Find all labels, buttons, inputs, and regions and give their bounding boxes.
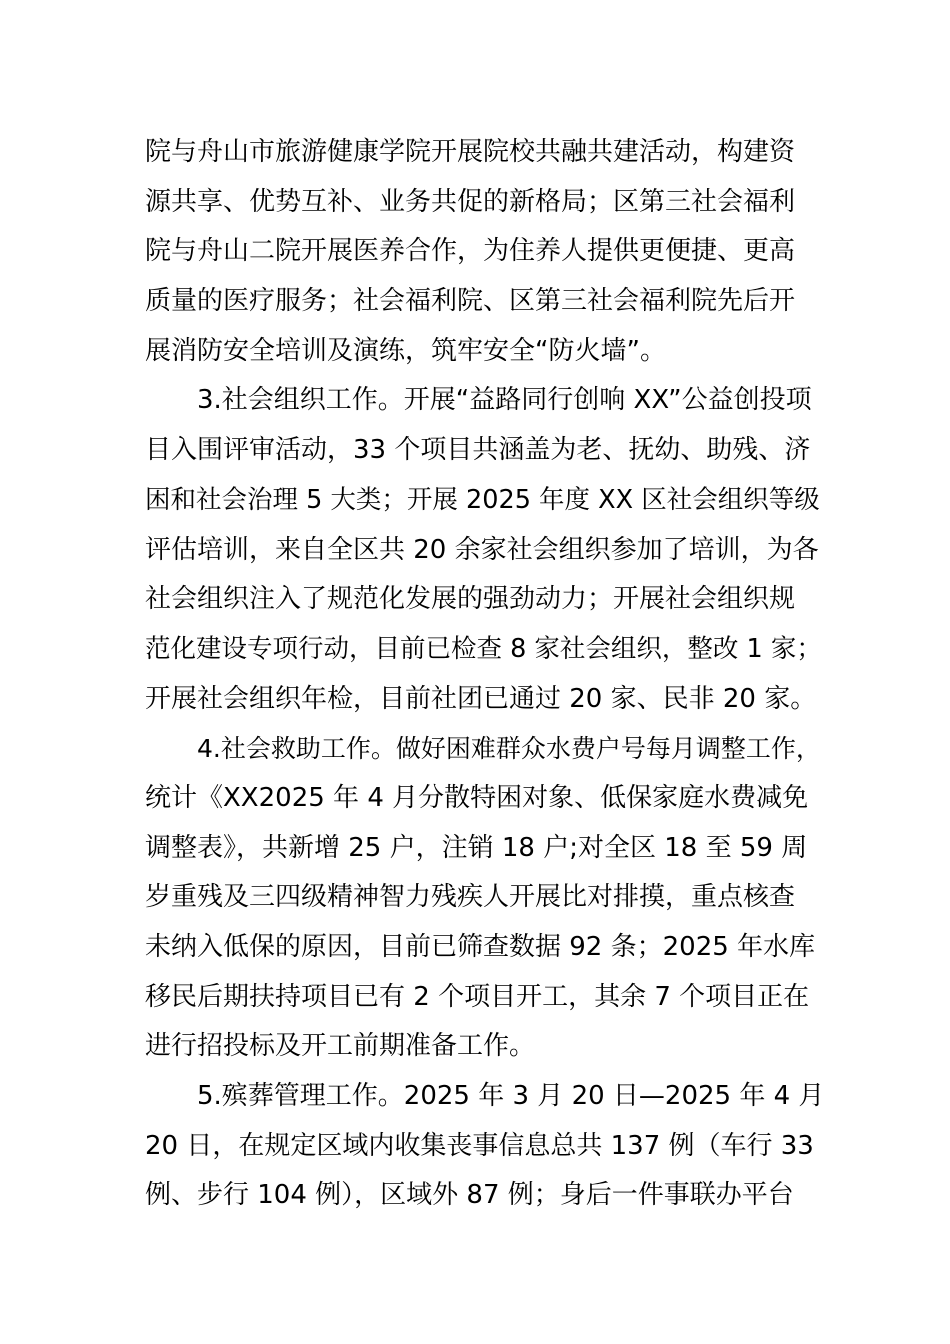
text-line: 社会组织注入了规范化发展的强劲动力；开展社会组织规	[145, 584, 796, 615]
text-line: 移民后期扶持项目已有 2 个项目开工，其余 7 个项目正在	[145, 981, 810, 1012]
text-line: 岁重残及三四级精神智力残疾人开展比对排摸，重点核查	[145, 882, 796, 913]
text-line: 开展社会组织年检，目前社团已通过 20 家、民非 20 家。	[145, 683, 817, 714]
text-line: 统计《XX2025 年 4 月分散特困对象、低保家庭水费减免	[145, 782, 809, 813]
paragraph-first-line: 4.社会救助工作。做好困难群众水费户号每月调整工作，	[197, 734, 821, 764]
paragraph-first-line: 3.社会组织工作。开展“益路同行创响 XX”公益创投项	[197, 385, 812, 416]
text-line: 未纳入低保的原因，目前已筛查数据 92 条；2025 年水库	[145, 932, 816, 962]
text-line: 院与舟山二院开展医养合作，为住养人提供更便捷、更高	[145, 236, 796, 267]
text-line: 进行招投标及开工前期准备工作。	[145, 1031, 536, 1062]
text-line: 困和社会治理 5 大类；开展 2025 年度 XX 区社会组织等级	[145, 484, 820, 515]
text-line: 展消防安全培训及演练，筑牢安全“防火墙”。	[145, 335, 666, 366]
text-line: 范化建设专项行动，目前已检查 8 家社会组织，整改 1 家；	[145, 633, 822, 664]
document-body	[145, 128, 825, 1221]
text-line: 质量的医疗服务；社会福利院、区第三社会福利院先后开	[145, 286, 796, 317]
text-line: 20 日，在规定区域内收集丧事信息总共 137 例（车行 33	[145, 1130, 814, 1161]
text-line: 评估培训，来自全区共 20 余家社会组织参加了培训，为各	[145, 534, 819, 565]
text-line: 调整表》，共新增 25 户，注销 18 户;对全区 18 至 59 周	[145, 832, 808, 863]
text-line: 目入围评审活动，33 个项目共涵盖为老、抚幼、助残、济	[145, 435, 811, 466]
paragraph-first-line: 5.殡葬管理工作。2025 年 3 月 20 日—2025 年 4 月	[197, 1081, 825, 1112]
text-line: 院与舟山市旅游健康学院开展院校共融共建活动，构建资	[145, 137, 796, 167]
text-line: 例、步行 104 例），区域外 87 例；身后一件事联办平台	[145, 1180, 794, 1211]
text-line: 源共享、优势互补、业务共促的新格局；区第三社会福利	[145, 186, 796, 217]
